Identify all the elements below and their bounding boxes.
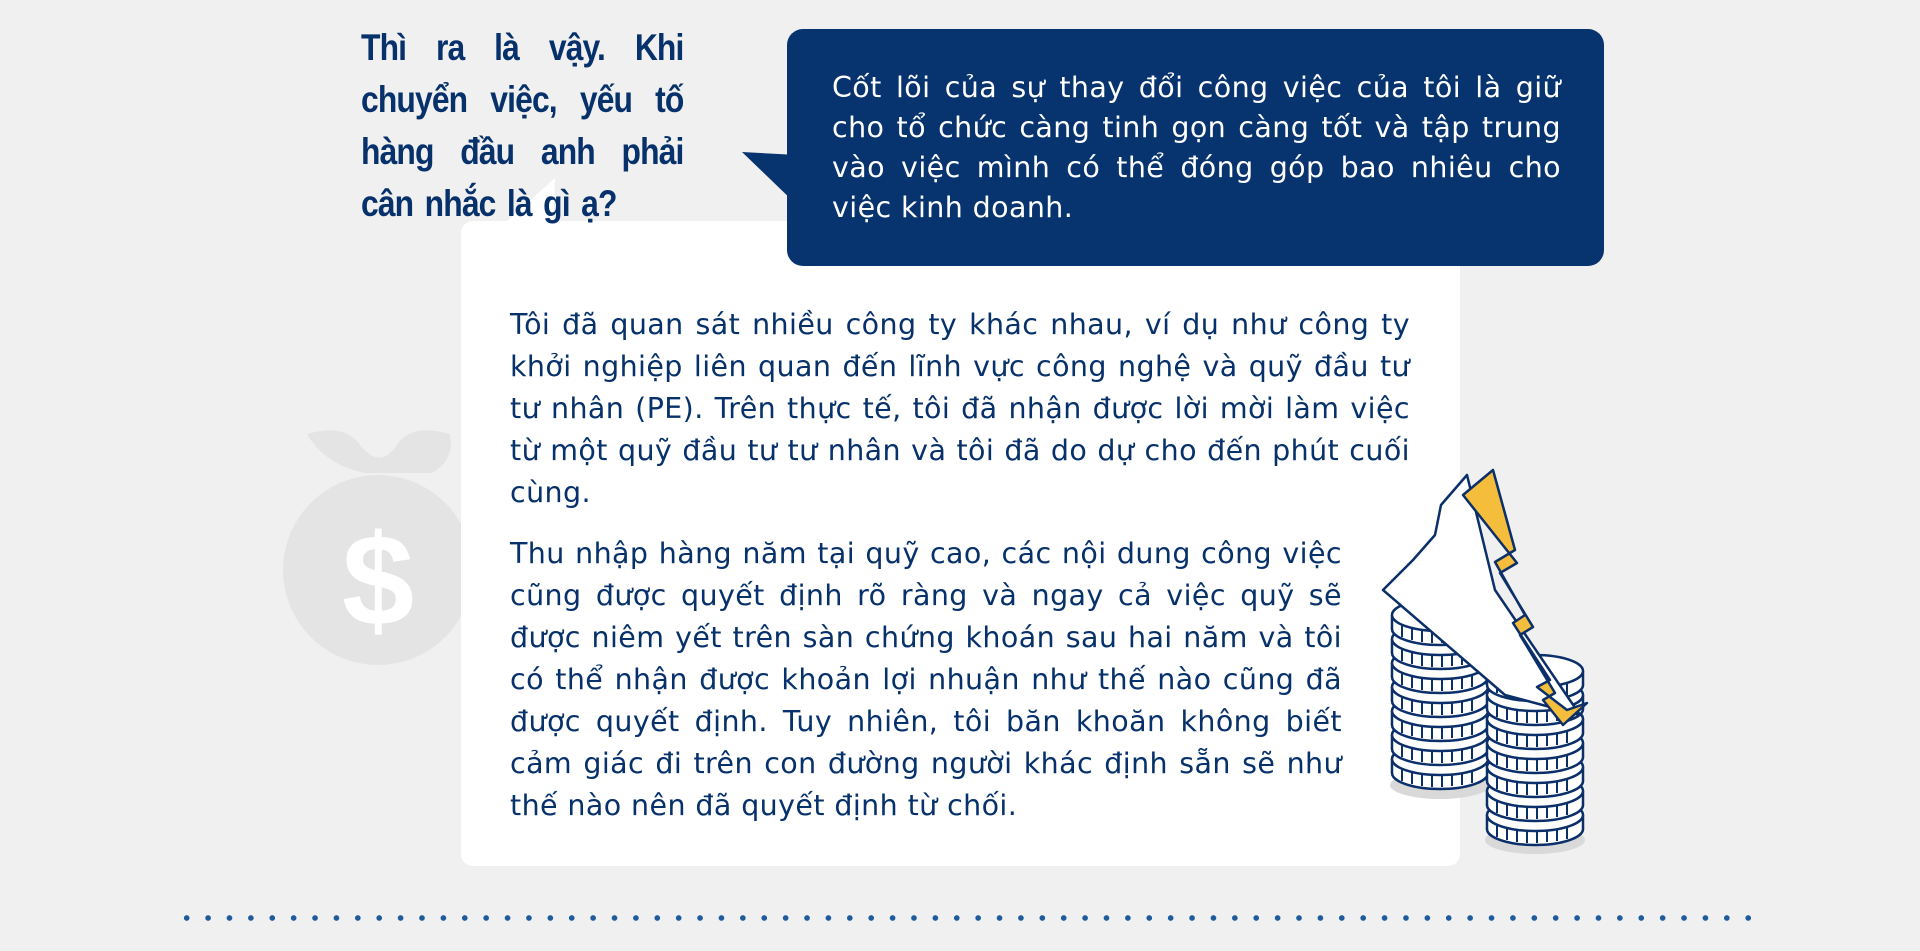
answer-text: Cốt lõi của sự thay đổi công việc của tôi là giữ cho tổ chức càng tinh gọn càng tốt và tập trung vào việc mình có thể đóng góp bao nhiêu cho việc kinh doanh.: [832, 71, 1561, 224]
money-bag-symbol: $: [341, 507, 415, 653]
body-paragraph-1: Tôi đã quan sát nhiều công ty khác nhau, ví dụ như công ty khởi nghiệp liên quan đến lĩnh vực công nghệ và quỹ đầu tư tư nhân (PE). Trên thực tế, tôi đã nhận được lời mời làm việc từ một quỹ đầu tư tư nhân và tôi đã do dự cho đến phút cuối cùng.: [510, 308, 1410, 509]
coin-stacks-lightning-icon: [1375, 465, 1655, 865]
body-paragraph-2: Thu nhập hàng năm tại quỹ cao, các nội dung công việc cũng được quyết định rõ ràng và ngay cả việc quỹ sẽ được niêm yết trên sàn chứng khoán sau hai năm và tôi có thể nhận được khoản lợi nhuận như thế nào cũng đã được quyết định. Tuy nhiên, tôi băn khoăn không biết cảm giác đi trên con đường người khác định sẵn sẽ như thế nào nên đã quyết định từ chối.: [510, 537, 1342, 822]
interview-question: Thì ra là vậy. Khi chuyển việc, yếu tố hàng đầu anh phải cân nhắc là gì ạ?: [361, 27, 684, 224]
dotted-divider: [176, 914, 1756, 922]
